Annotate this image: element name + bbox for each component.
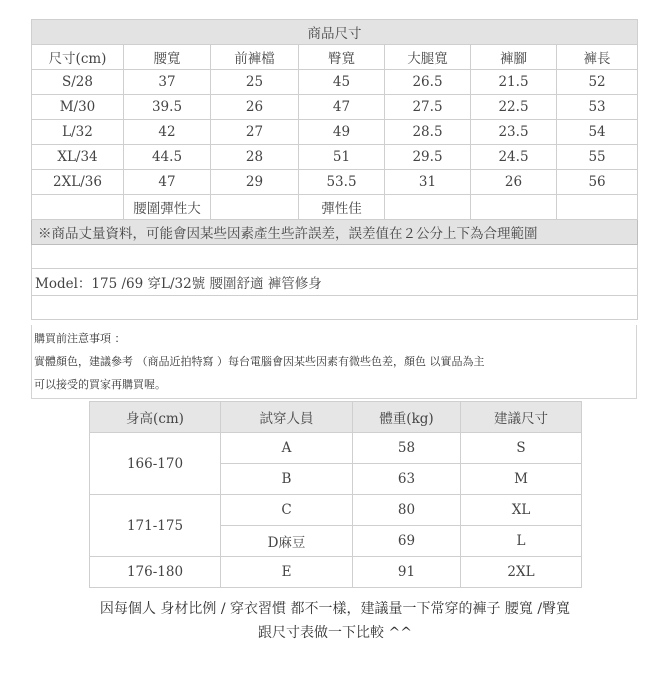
purchase-notes-line: 實體顏色，建議參考 （商品近拍特寫 ）每台電腦會因某些因素有微些色差，顏色 以實品為主 xyxy=(34,355,485,368)
hip-elastic-note: 彈性佳 xyxy=(299,195,385,220)
value-cell: 21.5 xyxy=(471,70,557,95)
column-header: 臀寬 xyxy=(299,45,385,70)
size-cell: L/32 xyxy=(32,120,124,145)
value-cell: 23.5 xyxy=(471,120,557,145)
value-cell: 28.5 xyxy=(385,120,471,145)
value-cell: 47 xyxy=(299,95,385,120)
value-cell: 26 xyxy=(211,95,299,120)
value-cell: 39.5 xyxy=(124,95,211,120)
value-cell: 45 xyxy=(299,70,385,95)
height-cell: 171-175 xyxy=(90,495,221,557)
purchase-notes-line: 可以接受的買家再購買喔。 xyxy=(34,378,166,391)
column-header: 體重(kg) xyxy=(353,402,461,433)
column-header: 腰寬 xyxy=(124,45,211,70)
value-cell: 26 xyxy=(471,170,557,195)
weight-cell: 58 xyxy=(353,433,461,464)
column-header: 尺寸(cm) xyxy=(32,45,124,70)
purchase-notes xyxy=(31,325,637,399)
value-cell: 53 xyxy=(557,95,638,120)
tester-cell: C xyxy=(221,495,353,526)
table-row xyxy=(32,145,638,170)
value-cell: 37 xyxy=(124,70,211,95)
value-cell: 42 xyxy=(124,120,211,145)
column-header: 建議尺寸 xyxy=(461,402,582,433)
suggested-size-cell: XL xyxy=(461,495,582,526)
weight-cell: 69 xyxy=(353,526,461,557)
value-cell: 27.5 xyxy=(385,95,471,120)
value-cell: 28 xyxy=(211,145,299,170)
value-cell: 54 xyxy=(557,120,638,145)
suggested-size-cell: L xyxy=(461,526,582,557)
suggested-size-cell: S xyxy=(461,433,582,464)
weight-cell: 91 xyxy=(353,557,461,588)
table-row xyxy=(90,433,582,464)
size-cell: 2XL/36 xyxy=(32,170,124,195)
height-cell: 176-180 xyxy=(90,557,221,588)
trial-fit-table xyxy=(89,401,582,588)
waist-elastic-note: 腰圍彈性大 xyxy=(124,195,211,220)
column-header: 大腿寬 xyxy=(385,45,471,70)
size-cell: S/28 xyxy=(32,70,124,95)
fit-advice-line: 因每個人 身材比例 / 穿衣習慣 都不一樣，建議量一下常穿的褲子 腰寬 /臀寬 xyxy=(99,601,571,617)
table-row xyxy=(90,557,582,588)
value-cell: 52 xyxy=(557,70,638,95)
size-table-header-row xyxy=(32,45,638,70)
value-cell: 24.5 xyxy=(471,145,557,170)
size-cell: M/30 xyxy=(32,95,124,120)
table-row xyxy=(32,170,638,195)
weight-cell: 80 xyxy=(353,495,461,526)
size-table xyxy=(31,19,638,320)
tester-cell: D麻豆 xyxy=(221,526,353,557)
tester-cell: E xyxy=(221,557,353,588)
column-header: 身高(cm) xyxy=(90,402,221,433)
size-chart xyxy=(31,19,637,320)
table-row xyxy=(90,495,582,526)
elastic-row xyxy=(32,195,638,220)
column-header: 試穿人員 xyxy=(221,402,353,433)
value-cell: 44.5 xyxy=(124,145,211,170)
weight-cell: 63 xyxy=(353,464,461,495)
value-cell: 56 xyxy=(557,170,638,195)
table-row xyxy=(32,120,638,145)
table-row xyxy=(32,70,638,95)
size-cell: XL/34 xyxy=(32,145,124,170)
size-table-title: 商品尺寸 xyxy=(32,20,638,45)
column-header: 前褲檔 xyxy=(211,45,299,70)
height-cell: 166-170 xyxy=(90,433,221,495)
suggested-size-cell: 2XL xyxy=(461,557,582,588)
value-cell: 29 xyxy=(211,170,299,195)
trial-table-header-row xyxy=(90,402,582,433)
value-cell: 49 xyxy=(299,120,385,145)
value-cell: 53.5 xyxy=(299,170,385,195)
tester-cell: B xyxy=(221,464,353,495)
value-cell: 31 xyxy=(385,170,471,195)
value-cell: 47 xyxy=(124,170,211,195)
value-cell: 22.5 xyxy=(471,95,557,120)
value-cell: 29.5 xyxy=(385,145,471,170)
blank-row xyxy=(32,296,638,320)
value-cell: 26.5 xyxy=(385,70,471,95)
value-cell: 55 xyxy=(557,145,638,170)
fit-advice xyxy=(0,597,670,645)
column-header: 褲腳 xyxy=(471,45,557,70)
blank-row xyxy=(32,245,638,269)
value-cell: 51 xyxy=(299,145,385,170)
table-row xyxy=(32,95,638,120)
fit-advice-line: 跟尺寸表做一下比較 ^^ xyxy=(258,625,412,641)
measurement-note: ※商品丈量資料，可能會因某些因素產生些許誤差，誤差值在２公分上下為合理範圍 xyxy=(32,220,638,245)
column-header: 褲長 xyxy=(557,45,638,70)
model-info: Model：175 /69 穿L/32號 腰圍舒適 褲管修身 xyxy=(32,269,638,296)
value-cell: 27 xyxy=(211,120,299,145)
suggested-size-cell: M xyxy=(461,464,582,495)
tester-cell: A xyxy=(221,433,353,464)
value-cell: 25 xyxy=(211,70,299,95)
purchase-notes-heading: 購買前注意事項 ： xyxy=(34,332,126,345)
